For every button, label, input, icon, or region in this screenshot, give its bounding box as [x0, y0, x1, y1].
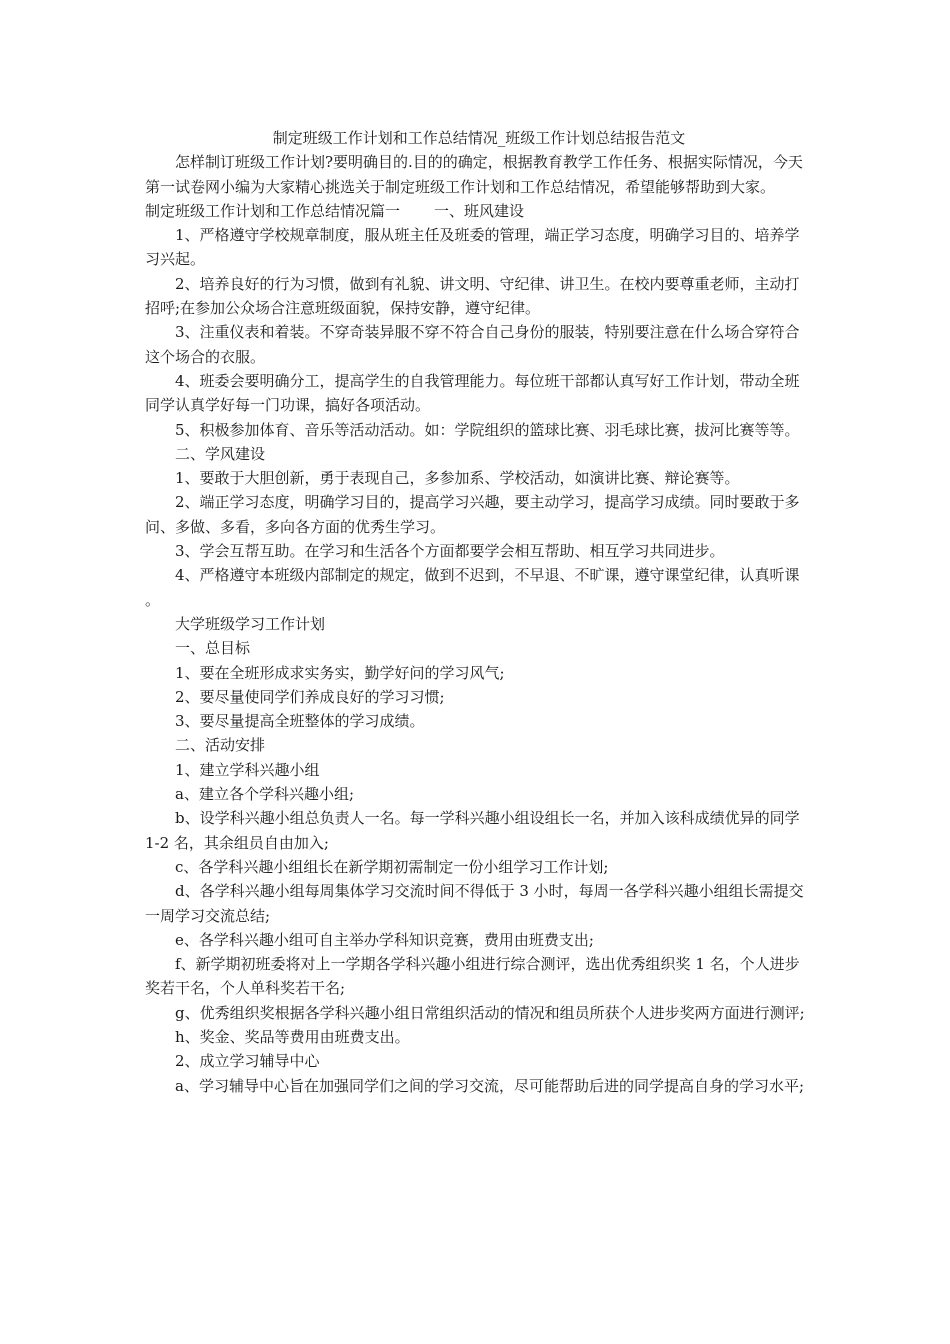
subheading: 2、成立学习辅导中心 — [175, 1052, 320, 1071]
paragraph: a、建立各个学科兴趣小组; — [175, 785, 354, 804]
paragraph: 2、要尽量使同学们养成良好的学习习惯; — [175, 687, 445, 706]
paragraph: e、各学科兴趣小组可自主举办学科知识竞赛，费用由班费支出; — [175, 930, 594, 949]
section-heading-3: 大学班级学习工作计划 — [175, 614, 326, 633]
paragraph: a、学习辅导中心旨在加强同学们之间的学习交流，尽可能帮助后进的同学提高自身的学习水平; — [175, 1076, 805, 1095]
paragraph: f、新学期初班委将对上一学期各学科兴趣小组进行综合测评，选出优秀组织奖 1 名，个人进步奖若干名，个人单科奖若干名; — [145, 955, 800, 998]
paragraph: 3、学会互帮互助。在学习和生活各个方面都要学会相互帮助、相互学习共同进步。 — [175, 542, 725, 561]
section-heading-1 — [145, 199, 813, 223]
paragraph: 4、班委会要明确分工，提高学生的自我管理能力。每位班干部都认真写好工作计划，带动全班同学认真学好每一门功课，搞好各项活动。 — [145, 371, 800, 415]
subheading: 一、总目标 — [175, 639, 251, 658]
paragraph: c、各学科兴趣小组组长在新学期初需制定一份小组学习工作计划; — [175, 857, 609, 876]
section-heading-2: 二、学风建设 — [175, 444, 266, 463]
paragraph: 5、积极参加体育、音乐等活动活动。如：学院组织的篮球比赛、羽毛球比赛，拔河比赛等等。 — [175, 420, 800, 439]
document-body — [145, 126, 813, 1098]
paragraph: 1、严格遵守学校规章制度，服从班主任及班委的管理，端正学习态度，明确学习目的、培养学习兴起。 — [145, 226, 800, 269]
document-title: 制定班级工作计划和工作总结情况_班级工作计划总结报告范文 — [272, 129, 686, 147]
paragraph: h、奖金、奖品等费用由班费支出。 — [175, 1027, 410, 1046]
paragraph: 3、要尽量提高全班整体的学习成绩。 — [175, 712, 425, 731]
section-heading-1-right: 一、班风建设 — [434, 201, 525, 220]
subheading: 二、活动安排 — [175, 736, 266, 755]
intro-paragraph: 怎样制订班级工作计划?要明确目的.目的的确定，根据教育教学工作任务、根据实际情况，今天第一试卷网小编为大家精心挑选关于制定班级工作计划和工作总结情况，希望能够帮助到大家。 — [145, 153, 803, 196]
paragraph: 1、要敢于大胆创新，勇于表现自己，多参加系、学校活动，如演讲比赛、辩论赛等。 — [175, 469, 740, 488]
paragraph: 2、培养良好的行为习惯，做到有礼貌、讲文明、守纪律、讲卫生。在校内要尊重老师，主动打招呼;在参加公众场合注意班级面貌，保持安静，遵守纪律。 — [145, 274, 800, 318]
paragraph: 2、端正学习态度，明确学习目的，提高学习兴趣，要主动学习，提高学习成绩。同时要敢于多问、多做、多看，多向各方面的优秀生学习。 — [145, 493, 800, 536]
paragraph: d、各学科兴趣小组每周集体学习交流时间不得低于 3 小时，每周一各学科兴趣小组组长需提交一周学习交流总结; — [145, 882, 804, 925]
paragraph: 1、要在全班形成求实务实，勤学好问的学习风气; — [175, 663, 505, 682]
paragraph: 4、严格遵守本班级内部制定的规定，做到不迟到，不早退、不旷课，遵守课堂纪律，认真听课。 — [145, 566, 800, 609]
paragraph: g、优秀组织奖根据各学科兴趣小组日常组织活动的情况和组员所获个人进步奖两方面进行测评; — [175, 1003, 805, 1022]
section-heading-1-left: 制定班级工作计划和工作总结情况篇一 — [145, 201, 401, 220]
paragraph: 3、注重仪表和着装。不穿奇装异服不穿不符合自己身份的服装，特别要注意在什么场合穿符合这个场合的衣服。 — [145, 323, 800, 366]
paragraph: b、设学科兴趣小组总负责人一名。每一学科兴趣小组设组长一名，并加入该科成绩优异的同学 1-2 名，其余组员自由加入; — [145, 809, 800, 852]
subheading: 1、建立学科兴趣小组 — [175, 760, 320, 779]
